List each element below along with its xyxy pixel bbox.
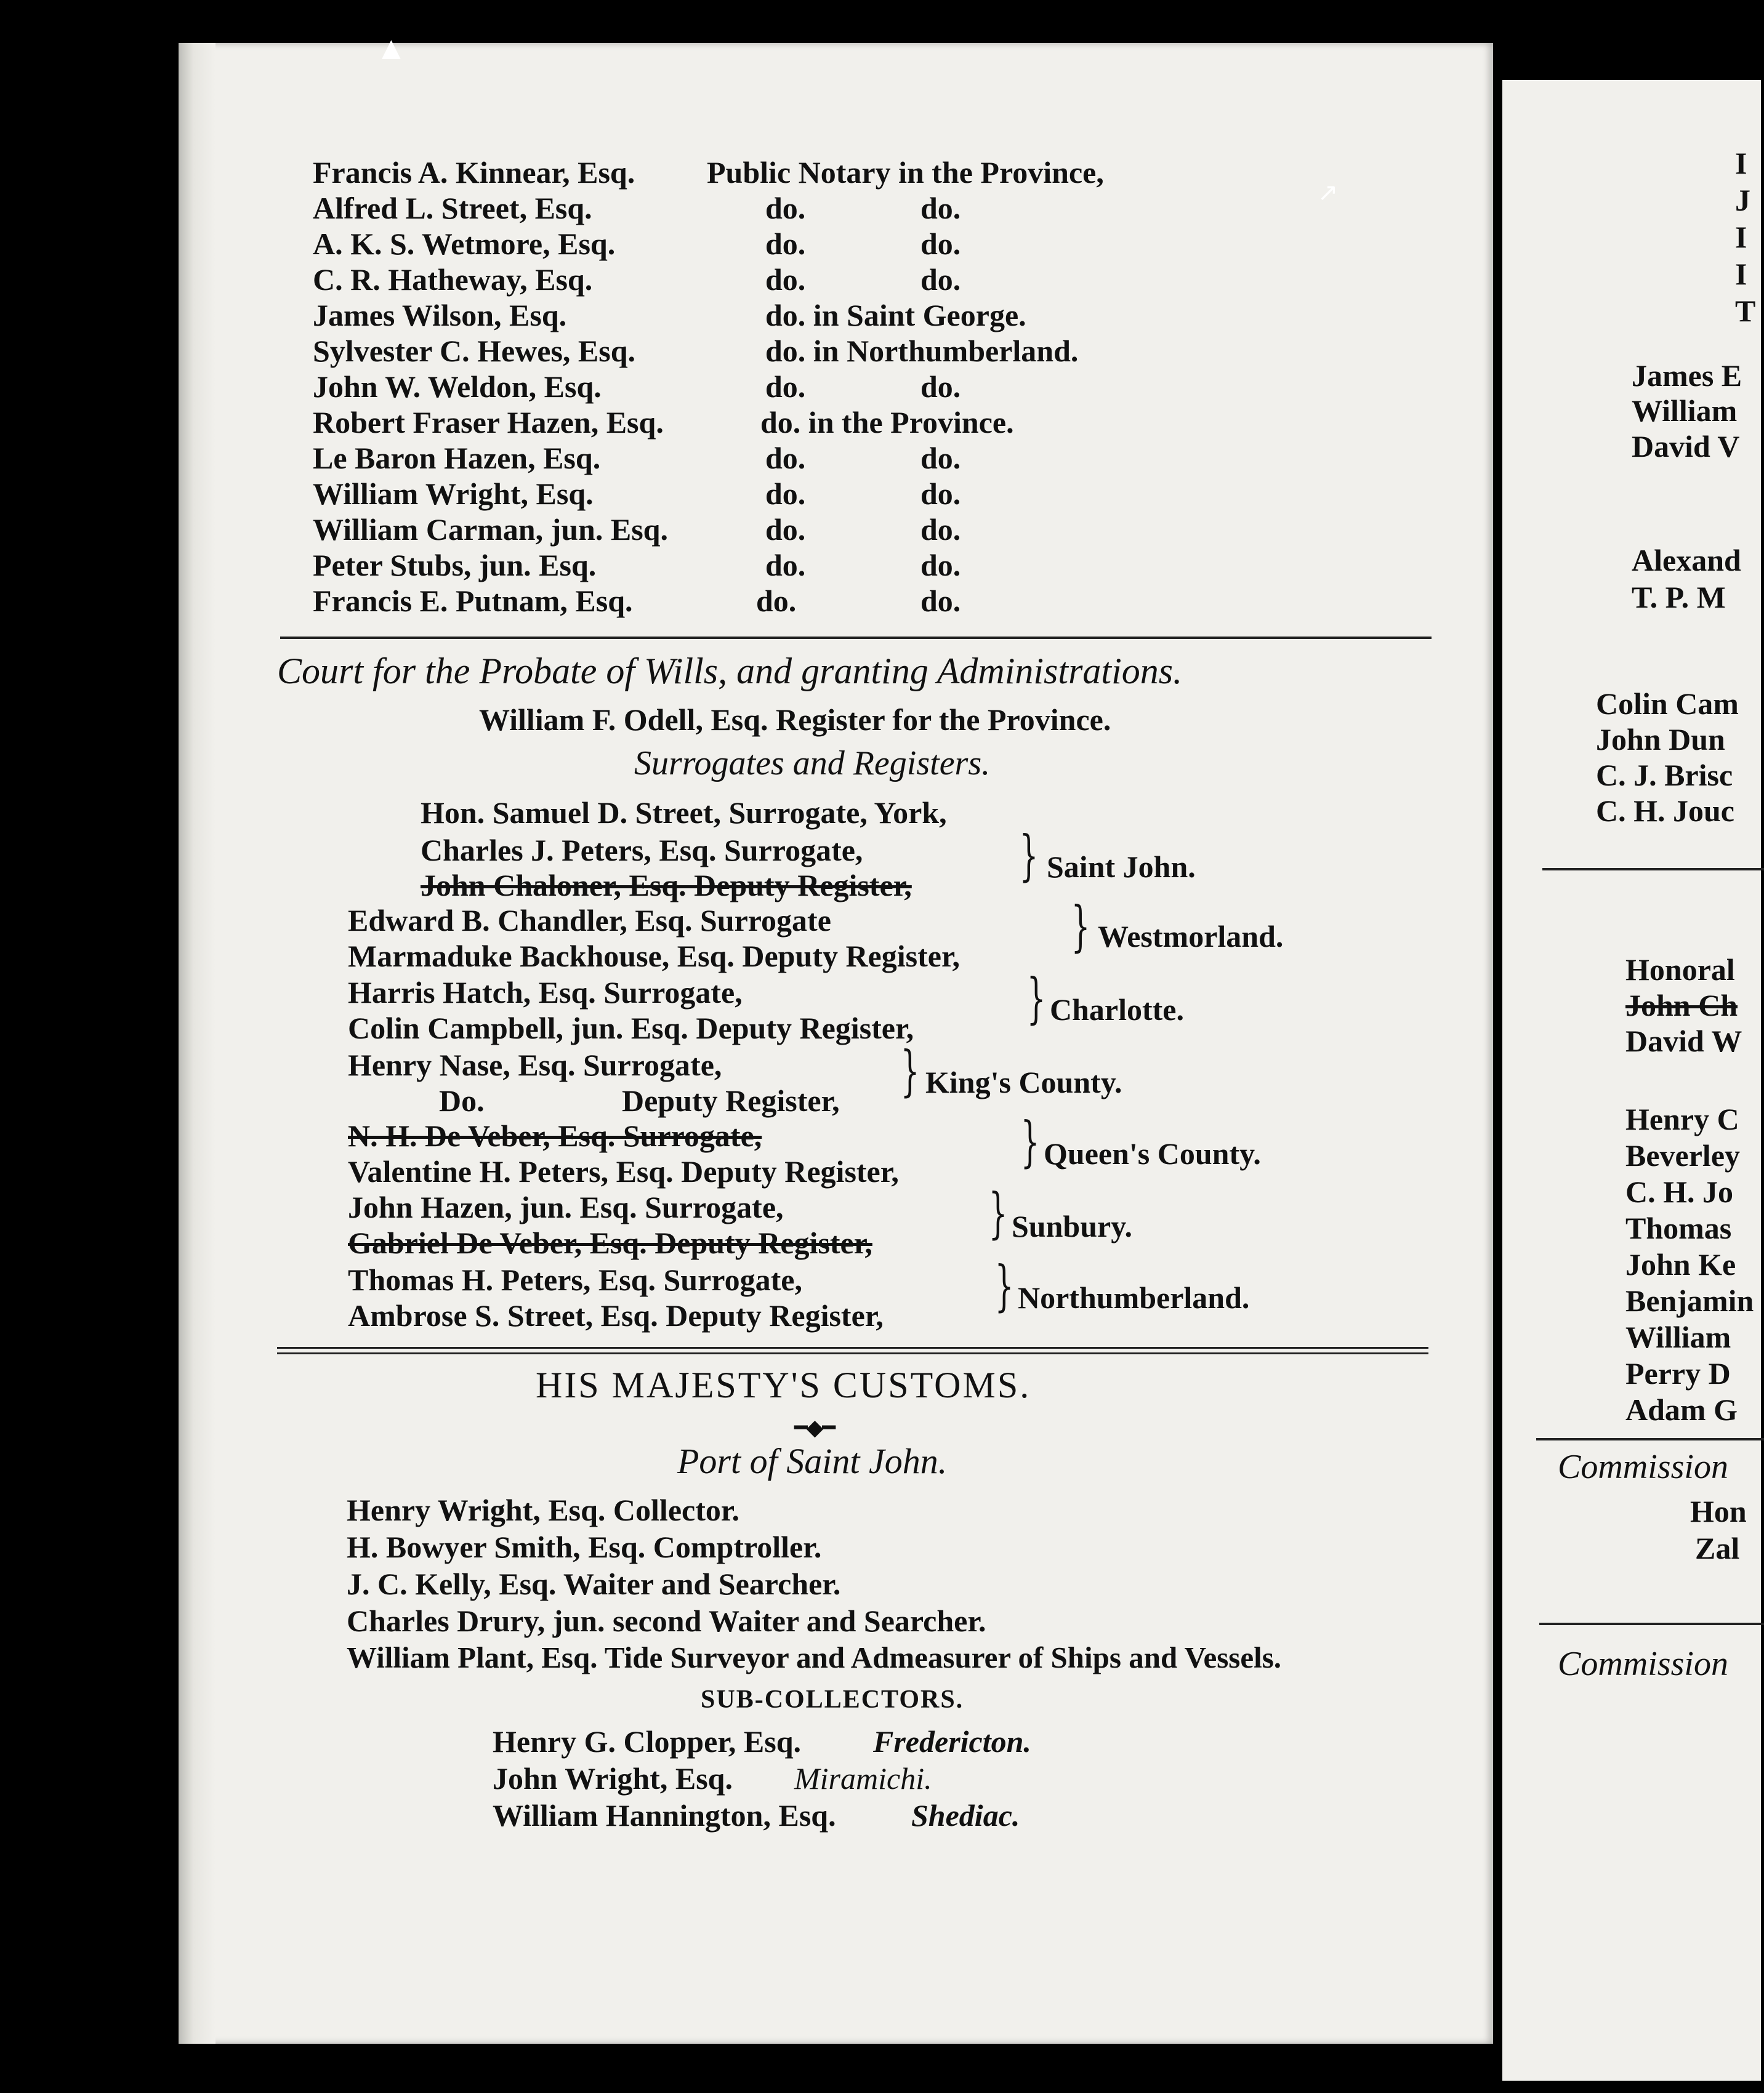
customs-officer: J. C. Kelly, Esq. Waiter and Searcher.	[347, 1567, 841, 1601]
right-name: Henry C	[1625, 1102, 1739, 1136]
right-name: C. J. Brisc	[1596, 758, 1733, 792]
brace: }	[988, 1181, 1008, 1245]
section-double-rule	[277, 1347, 1428, 1349]
customs-heading: HIS MAJESTY'S CUSTOMS.	[536, 1365, 1031, 1405]
surrogate-line: Edward B. Chandler, Esq. Surrogate	[348, 903, 831, 938]
brace: }	[1071, 894, 1090, 958]
deputy-register-line: Colin Campbell, jun. Esq. Deputy Register,	[348, 1011, 914, 1045]
surrogate-struck: N. H. De Veber, Esq. Surrogate,	[348, 1119, 762, 1153]
notary-name: Robert Fraser Hazen, Esq.	[313, 405, 664, 440]
notary-office-ditto: do.	[920, 262, 961, 297]
right-rule	[1542, 868, 1764, 870]
port-heading: Port of Saint John.	[677, 1441, 948, 1481]
right-name: Alexand	[1632, 543, 1741, 577]
notary-office: do.	[765, 227, 806, 261]
notary-name: William Carman, jun. Esq.	[313, 512, 668, 547]
right-letter: I	[1735, 146, 1747, 180]
brace: }	[1026, 966, 1046, 1030]
notary-name: C. R. Hatheway, Esq.	[313, 262, 593, 297]
right-name: David W	[1625, 1024, 1742, 1058]
surrogates-subheading: Surrogates and Registers.	[634, 744, 991, 782]
right-letter: I	[1735, 257, 1747, 291]
notary-name: Sylvester C. Hewes, Esq.	[313, 334, 636, 368]
right-name: T. P. M	[1632, 580, 1726, 614]
sub-collector-place: Miramichi.	[794, 1761, 932, 1796]
notary-name: Alfred L. Street, Esq.	[313, 191, 592, 225]
brace: }	[1020, 1110, 1040, 1173]
notary-office-ditto: do.	[920, 441, 961, 475]
probate-heading: Court for the Probate of Wills, and granting Administrations.	[277, 651, 1183, 691]
notary-office: do.	[765, 369, 806, 404]
deputy-register-line: Marmaduke Backhouse, Esq. Deputy Register,	[348, 939, 961, 973]
right-name: Perry D	[1625, 1356, 1731, 1391]
right-commission-heading: Commission	[1558, 1645, 1728, 1683]
surrogate-line: Thomas H. Peters, Esq. Surrogate,	[348, 1263, 802, 1297]
notary-name: Peter Stubs, jun. Esq.	[313, 548, 597, 582]
notary-office: do.	[765, 512, 806, 547]
county-label: Queen's County.	[1044, 1136, 1261, 1171]
notary-office: do.	[765, 441, 806, 475]
right-rule	[1539, 1623, 1764, 1625]
right-name: Beverley	[1625, 1138, 1741, 1173]
notary-office: do.	[765, 548, 806, 582]
right-commission-heading: Commission	[1558, 1448, 1728, 1486]
right-name: Honoral	[1625, 952, 1735, 987]
notary-office-ditto: do.	[920, 227, 961, 261]
notary-office: do.	[756, 584, 797, 618]
right-name: John Dun	[1596, 722, 1725, 757]
sub-collector-name: William Hannington, Esq.	[493, 1798, 836, 1833]
surrogate-line: John Hazen, jun. Esq. Surrogate,	[348, 1190, 784, 1224]
right-name: Adam G	[1625, 1392, 1738, 1427]
probate-register: William F. Odell, Esq. Register for the Province.	[479, 702, 1111, 737]
notary-name: William Wright, Esq.	[313, 476, 594, 511]
sub-collector-place: Fredericton.	[873, 1724, 1031, 1759]
deputy-register-struck: John Chaloner, Esq. Deputy Register,	[421, 868, 912, 902]
right-name: Thomas	[1625, 1211, 1732, 1245]
notary-office-ditto: do.	[920, 369, 961, 404]
right-name: Colin Cam	[1596, 686, 1739, 721]
brace: }	[994, 1254, 1014, 1317]
ornament-divider: ━◆━	[794, 1415, 835, 1440]
notary-office-ditto: do.	[920, 512, 961, 547]
deputy-register-struck: Gabriel De Veber, Esq. Deputy Register,	[348, 1226, 872, 1260]
right-name: William	[1632, 393, 1738, 428]
county-label: Northumberland.	[1018, 1280, 1250, 1315]
right-name: David V	[1632, 429, 1740, 464]
notary-name: Francis A. Kinnear, Esq.	[313, 155, 635, 190]
sub-collector-place: Shediac.	[911, 1798, 1020, 1833]
notary-name: A. K. S. Wetmore, Esq.	[313, 227, 616, 261]
notary-office: do. in Northumberland.	[765, 334, 1079, 368]
notary-office: do.	[765, 262, 806, 297]
notary-office-ditto: do.	[920, 476, 961, 511]
customs-officer: William Plant, Esq. Tide Surveyor and Admeasurer of Ships and Vessels.	[347, 1641, 1282, 1674]
right-name: C. H. Jouc	[1596, 793, 1734, 828]
deputy-register-line: Deputy Register,	[622, 1083, 840, 1118]
notary-office: do.	[765, 476, 806, 511]
right-name: John Ke	[1625, 1247, 1736, 1282]
section-rule	[280, 637, 1432, 639]
deputy-register-line: Valentine H. Peters, Esq. Deputy Register,	[348, 1154, 899, 1189]
county-label: Saint John.	[1047, 850, 1196, 884]
right-name: William	[1625, 1320, 1731, 1354]
ditto-line: Do.	[439, 1083, 485, 1118]
notary-name: James Wilson, Esq.	[313, 298, 567, 332]
notary-office: do. in the Province.	[760, 405, 1014, 440]
notary-office-ditto: do.	[920, 191, 961, 225]
deputy-register-line: Ambrose S. Street, Esq. Deputy Register,	[348, 1298, 884, 1333]
right-rule	[1536, 1438, 1764, 1440]
notary-office-ditto: do.	[920, 584, 961, 618]
right-letter: J	[1735, 183, 1750, 217]
notary-office: do. in Saint George.	[765, 298, 1026, 332]
page-binding-edge	[179, 43, 215, 2044]
surrogate-line: Charles J. Peters, Esq. Surrogate,	[421, 833, 863, 867]
sub-collectors-heading: SUB-COLLECTORS.	[701, 1685, 964, 1714]
right-name: Hon	[1690, 1494, 1747, 1529]
county-label: Charlotte.	[1050, 992, 1184, 1027]
customs-officer: H. Bowyer Smith, Esq. Comptroller.	[347, 1530, 822, 1564]
right-name-struck: John Ch	[1625, 988, 1738, 1022]
county-label: Sunbury.	[1012, 1209, 1132, 1243]
right-name: C. H. Jo	[1625, 1175, 1733, 1209]
right-letter: I	[1735, 220, 1747, 254]
scan-tick-mark: ↗	[1318, 179, 1339, 207]
right-letter: T	[1735, 294, 1756, 328]
notary-name: Francis E. Putnam, Esq.	[313, 584, 633, 618]
surrogate-york: Hon. Samuel D. Street, Surrogate, York,	[421, 795, 947, 830]
scan-arrow-mark: ▲	[382, 34, 401, 62]
notary-office: Public Notary in the Province,	[707, 155, 1104, 190]
sub-collector-name: John Wright, Esq.	[493, 1761, 733, 1796]
brace: }	[1019, 824, 1039, 887]
right-name: Zal	[1695, 1531, 1740, 1565]
right-name: Benjamin	[1625, 1284, 1754, 1318]
notary-office: do.	[765, 191, 806, 225]
right-name: James E	[1632, 358, 1742, 393]
surrogate-line: Harris Hatch, Esq. Surrogate,	[348, 975, 743, 1010]
customs-officer: Charles Drury, jun. second Waiter and Searcher.	[347, 1604, 986, 1638]
county-label: Westmorland.	[1098, 919, 1284, 954]
notary-name: John W. Weldon, Esq.	[313, 369, 602, 404]
county-label: King's County.	[925, 1065, 1122, 1099]
sub-collector-name: Henry G. Clopper, Esq.	[493, 1724, 802, 1759]
notary-name: Le Baron Hazen, Esq.	[313, 441, 601, 475]
surrogate-line: Henry Nase, Esq. Surrogate,	[348, 1048, 722, 1082]
brace: }	[900, 1039, 920, 1103]
customs-officer: Henry Wright, Esq. Collector.	[347, 1493, 739, 1527]
notary-office-ditto: do.	[920, 548, 961, 582]
